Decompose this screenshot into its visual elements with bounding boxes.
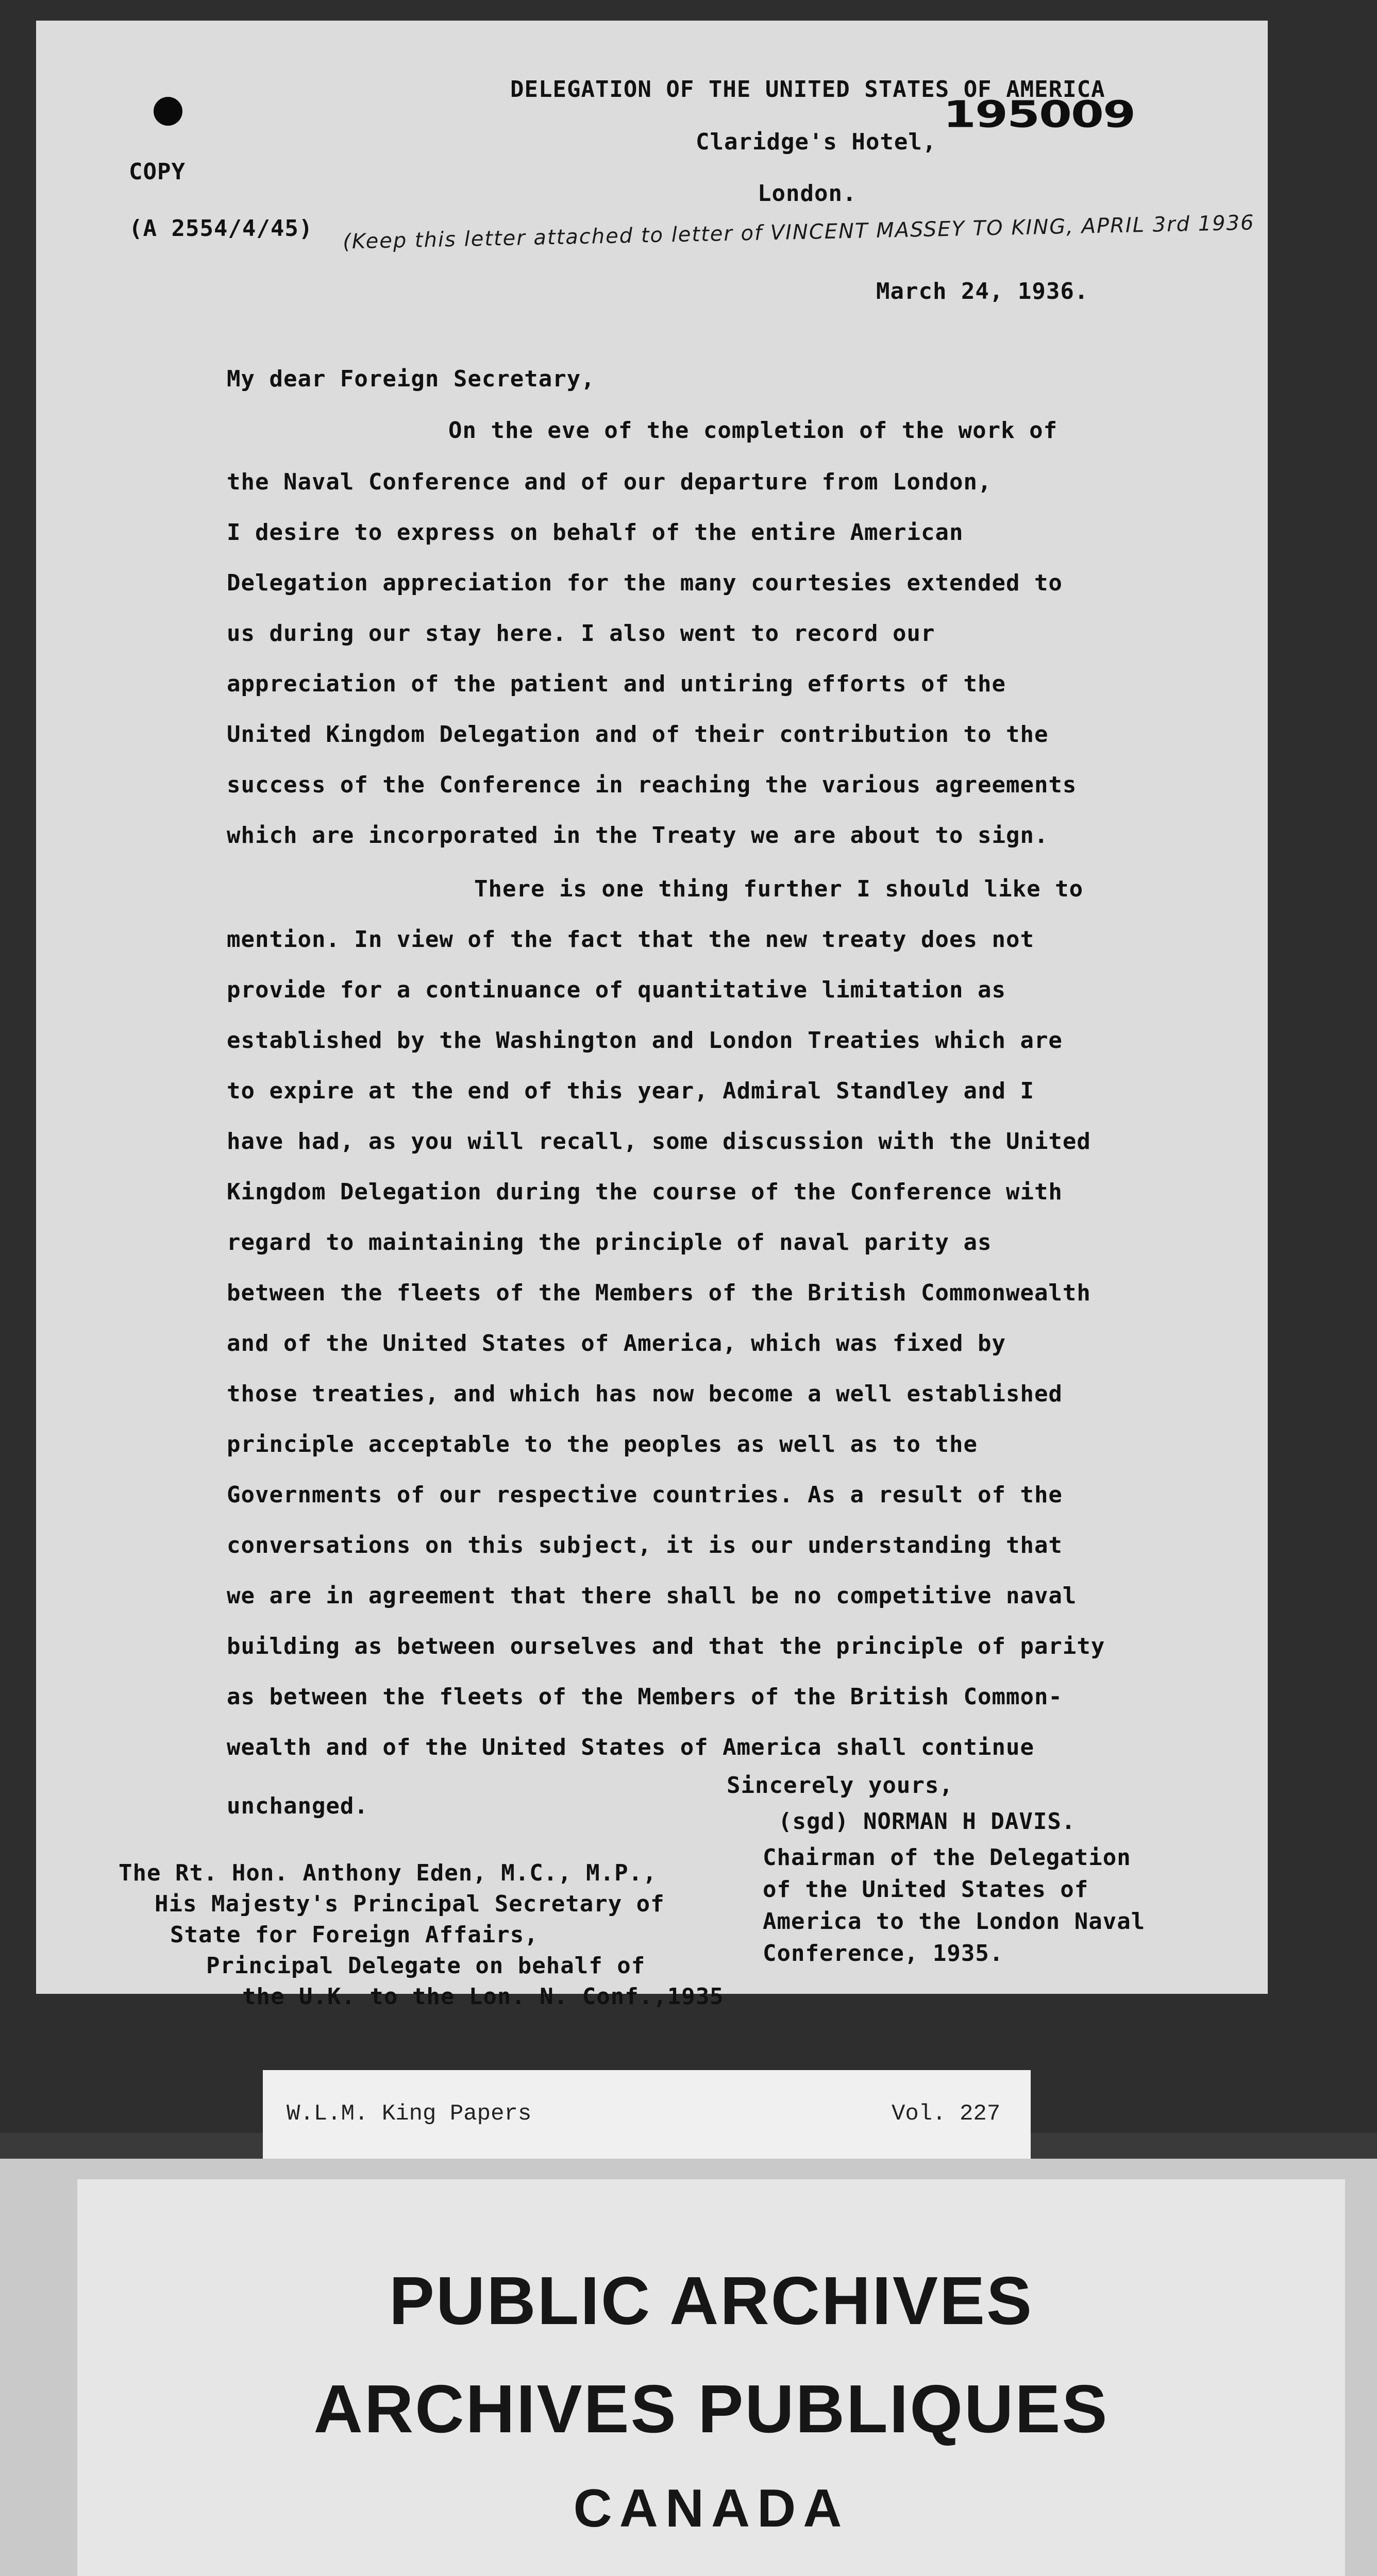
body-line: mention. In view of the fact that the new treaty does not [227,926,1034,953]
body-line: I desire to express on behalf of the entire American [227,519,964,546]
body-line: provide for a continuance of quantitative limitation as [227,977,1006,1003]
body-line: regard to maintaining the principle of naval parity as [227,1229,992,1256]
addressee-line: Principal Delegate on behalf of [206,1953,646,1979]
volume-label: Vol. 227 [892,2101,1001,2127]
letterhead-org: DELEGATION OF THE UNITED STATES OF AMERICA [510,76,1105,103]
body-line: which are incorporated in the Treaty we are about to sign. [227,822,1049,849]
archive-card-inner [77,2179,1345,2576]
body-line: There is one thing further I should like to [474,876,1084,902]
body-line: On the eve of the completion of the work of [448,417,1058,444]
body-line: established by the Washington and London Treaties which are [227,1027,1063,1054]
body-line: between the fleets of the Members of the British Commonwealth [227,1280,1091,1306]
body-line: to expire at the end of this year, Admiral Standley and I [227,1078,1034,1104]
body-line: building as between ourselves and that the principle of parity [227,1633,1105,1659]
signer-title-line: Chairman of the Delegation [763,1844,1131,1871]
letter-date: March 24, 1936. [876,278,1089,304]
letterhead-city: London. [758,180,857,207]
archive-label-strip [263,2070,1031,2160]
body-line: us during our stay here. I also went to record our [227,620,935,647]
body-line: as between the fleets of the Members of the British Common- [227,1684,1063,1710]
body-line: those treaties, and which has now become a well established [227,1381,1063,1407]
handwritten-note: (Keep this letter attached to letter of VINCENT MASSEY TO KING, APRIL 3rd 1936 [342,211,1255,254]
body-line: wealth and of the United States of America shall continue [227,1734,1034,1760]
archive-country: CANADA [573,2479,849,2538]
body-line: success of the Conference in reaching the various agreements [227,772,1077,798]
addressee-line: the U.K. to the Lon. N. Conf.,1935 [242,1984,724,2010]
addressee-line: The Rt. Hon. Anthony Eden, M.C., M.P., [119,1860,657,1886]
signature: (sgd) NORMAN H DAVIS. [778,1808,1076,1835]
signer-title-line: America to the London Naval [763,1908,1146,1935]
letterhead-hotel: Claridge's Hotel, [696,129,937,155]
body-line: Delegation appreciation for the many courtesies extended to [227,570,1063,596]
body-line: and of the United States of America, which was fixed by [227,1330,1006,1357]
letter-page [36,21,1268,2010]
body-line: Kingdom Delegation during the course of the Conference with [227,1179,1063,1205]
collection-label: W.L.M. King Papers [287,2101,532,2127]
body-line: unchanged. [227,1793,368,1819]
body-line: United Kingdom Delegation and of their contribution to the [227,721,1049,748]
archive-title-en: PUBLIC ARCHIVES [389,2263,1034,2338]
archive-title-fr: ARCHIVES PUBLIQUES [313,2371,1109,2447]
body-line: conversations on this subject, it is our understanding that [227,1532,1063,1558]
sign-off: Sincerely yours, [727,1772,953,1799]
body-line: have had, as you will recall, some discussion with the United [227,1128,1091,1155]
copy-label: COPY [129,159,186,185]
salutation: My dear Foreign Secretary, [227,366,595,392]
addressee-line: State for Foreign Affairs, [170,1922,539,1948]
punch-hole [154,97,182,126]
stamp-number: 195009 [943,93,1135,136]
reference-number: (A 2554/4/45) [129,215,313,242]
archive-card [0,2159,1377,2576]
body-line: appreciation of the patient and untiring efforts of the [227,671,1006,697]
addressee-line: His Majesty's Principal Secretary of [155,1891,665,1917]
signer-title-line: of the United States of [763,1876,1089,1903]
body-line: the Naval Conference and of our departure from London, [227,469,992,495]
body-line: principle acceptable to the peoples as well as to the [227,1431,978,1458]
body-line: Governments of our respective countries. As a result of the [227,1482,1063,1508]
body-line: we are in agreement that there shall be no competitive naval [227,1583,1077,1609]
signer-title-line: Conference, 1935. [763,1940,1004,1967]
